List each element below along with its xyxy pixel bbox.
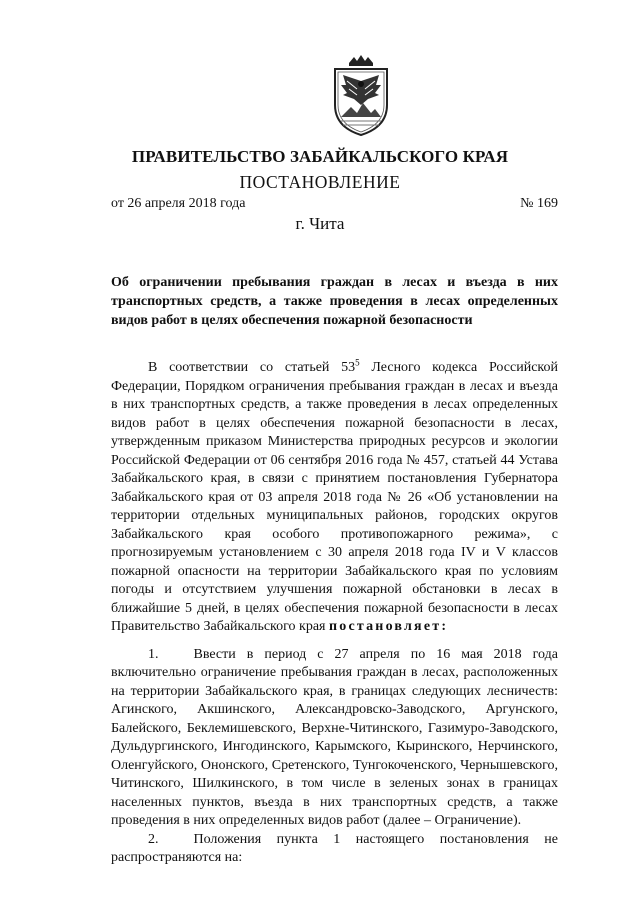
preamble-text-rest: Лесного кодекса Российской Федерации, Порядком ограничения пребывания граждан в лесах и въезда в них транспортных средств, а также проведения в лесах определенных видов работ в целях обеспечения пожарной безопасности в лесах, утвержденным приказом Министерства природных ресурсов и экологии Российской Федерации от 06 сентября 2016 года № 457, статьей 44 Устава Забайкальского края, в связи с принятием постановления Губернатора Забайкальского края от 03 апреля 2018 года № 26 «Об установлении на территории отдельных муниципальных районов, городских округов Забайкальского края особого противопожарного режима», с прогнозируемым установлением с 30 апреля 2018 года IV и V классов пожарной опасности на территории Забайкальского края по условиям погоды и отсутствием улучшения пожарной обстановки в лесах в ближайшие 5 дней, в целях обеспечения пожарной безопасности в лесах Правительство Забайкальского края [111, 360, 558, 634]
document-type: ПОСТАНОВЛЕНИЕ [239, 172, 401, 192]
crown-icon [349, 55, 373, 66]
list-item [111, 646, 558, 831]
mountains-icon [341, 103, 381, 117]
item-number: 2. [148, 831, 159, 847]
item-text: Положения пункта 1 настоящего постановления не распространяются на: [111, 831, 558, 865]
preamble-text-start: В соответствии со статьей 53 [148, 360, 356, 375]
eagle-icon [341, 75, 381, 105]
document-body [111, 359, 558, 868]
document-city: г. Чита [295, 214, 345, 233]
decree-word: постановляет: [328, 619, 449, 634]
item-text: Ввести в период с 27 апреля по 16 мая 2018 года включительно ограничение пребывания граждан в лесах, расположенных на территории Забайкальского края, в границах следующих лесничеств: Агинского, Акшинского, Александровско-Заводского, Аргунского, Балейского, Беклемишевского, Верхне-Читинского, Газимуро-Заводского, Дульдургинского, Ингодинского, Карымского, Кыринского, Нерчинского, Оленгуйского, Ононского, Сретенского, Тунгокоченского, Чернышевского, Читинского, Шилкинского, в том числе в зеленых зонах в границах населенных пунктов, въезда в них транспортных средств, а также проведения в них определенных видов работ (далее – Ограничение). [111, 646, 558, 828]
list-item [111, 831, 558, 868]
coat-of-arms-emblem [327, 55, 395, 137]
article-superscript: 5 [355, 357, 360, 368]
preamble-paragraph [111, 359, 558, 637]
government-title: ПРАВИТЕЛЬСТВО ЗАБАЙКАЛЬСКОГО КРАЯ [131, 147, 509, 166]
item-number: 1. [148, 646, 159, 662]
document-date: от 26 апреля 2018 года [111, 196, 246, 211]
document-number: № 169 [520, 196, 558, 211]
document-subject: Об ограничении пребывания граждан в лесах и въезда в них транспортных средств, а также проведения в лесах определенных видов работ в целях обеспечения пожарной безопасности [111, 275, 558, 328]
